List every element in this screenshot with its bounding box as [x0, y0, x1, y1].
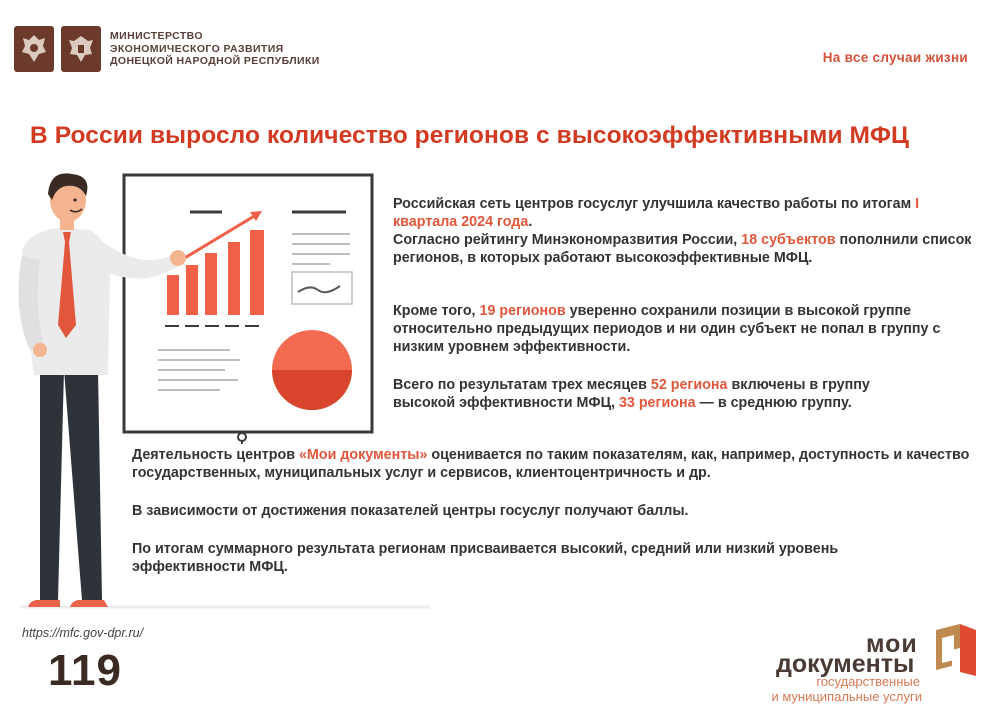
p1-text-d: пополнили список регионов, в которых работают высокоэффективные МФЦ. — [393, 232, 972, 266]
slogan: На все случаи жизни — [822, 50, 968, 65]
paragraph-2 — [393, 302, 978, 356]
logo-subtitle-2: и муниципальные услуги — [771, 689, 922, 704]
ministry-line-2: ЭКОНОМИЧЕСКОГО РАЗВИТИЯ — [110, 42, 284, 55]
p2-text-a: Кроме того, — [393, 303, 480, 319]
paragraph-6: По итогам суммарного результата регионам присваивается высокий, средний или низкий уровень эффективности МФЦ. — [132, 541, 839, 575]
p3-text-a: Всего по результатам трех месяцев — [393, 377, 651, 393]
mfc-logo-icon — [930, 620, 982, 684]
p3-highlight-52: 52 региона — [650, 377, 728, 393]
ministry-line-3: ДОНЕЦКОЙ НАРОДНОЙ РЕСПУБЛИКИ — [110, 55, 320, 67]
p4-text-a: Деятельность центров — [132, 447, 299, 463]
p1-text-b: . — [528, 214, 533, 230]
ministry-name — [110, 30, 320, 68]
p1-text-c: Согласно рейтингу Минэкономразвития России, — [393, 232, 742, 248]
ministry-emblem-icon — [61, 26, 101, 72]
p2-highlight-regions: 19 регионов — [479, 303, 566, 319]
page-title: В России выросло количество регионов с высокоэффективными МФЦ — [30, 122, 910, 149]
paragraph-3 — [393, 376, 933, 412]
logo-subtitle-1: государственные — [816, 674, 920, 689]
paragraph-4 — [132, 446, 982, 482]
website-link[interactable]: https://mfc.gov-dpr.ru/ — [22, 626, 144, 640]
p4-highlight-brand: «Мои документы» — [298, 447, 428, 463]
paragraph-1 — [393, 195, 978, 267]
p1-highlight-quarter: I квартала 2024 года — [393, 196, 920, 230]
ministry-line-1: МИНИСТЕРСТВО — [110, 30, 203, 42]
p3-text-b: включены в группу высокой эффективности МФЦ, — [393, 377, 870, 411]
logo-word-dokumenty: документы — [776, 650, 915, 678]
p3-highlight-33: 33 региона — [618, 395, 696, 411]
p2-text-b: уверенно сохранили позиции в высокой группе относительно предыдущих периодов и ни один субъект не попал в группу с низким уровнем эффективности. — [393, 303, 941, 355]
coat-of-arms-icon — [14, 26, 54, 72]
page-number: 119 — [48, 646, 122, 695]
p3-text-c: — в среднюю группу. — [695, 395, 852, 411]
p1-highlight-subjects: 18 субъектов — [741, 232, 836, 248]
p4-text-b: оценивается по таким показателям, как, например, доступность и качество государственных, муниципальных услуг и сервисов, клиентоцентричность и др. — [132, 447, 970, 481]
paragraph-5: В зависимости от достижения показателей центры госуслуг получают баллы. — [132, 503, 689, 519]
logo-word-moi: мои — [866, 630, 918, 658]
p1-text-a: Российская сеть центров госуслуг улучшила качество работы по итогам — [393, 196, 916, 212]
